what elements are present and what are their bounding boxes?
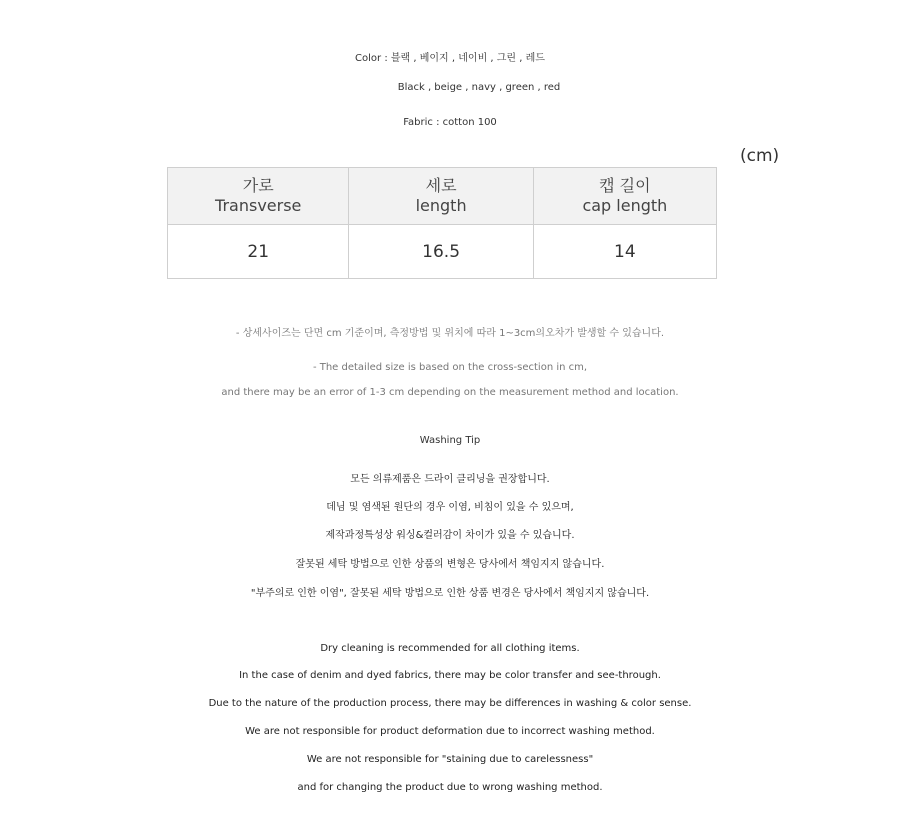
size-note-ko: - 상세사이즈는 단면 cm 기준이며, 측정방법 및 위치에 따라 1~3cm의오차가 발생할 수 있습니다. (235, 328, 665, 339)
size-table (167, 167, 717, 279)
header-transverse-ko: 가로 (242, 176, 274, 195)
table-row (168, 225, 717, 279)
header-cap-length (533, 168, 716, 225)
size-note-en-line1: - The detailed size is based on the cross-section in cm, (312, 362, 588, 373)
washing-en-line: We are not responsible for product deformation due to incorrect washing method. (245, 726, 655, 737)
washing-ko-line: 제작과정특성상 워싱&컬러감이 차이가 있을 수 있습니다. (325, 530, 575, 541)
washing-en-line: We are not responsible for "staining due to carelessness" (306, 754, 594, 765)
fabric-info: Fabric : cotton 100 (403, 117, 497, 128)
header-length-ko: 세로 (425, 176, 457, 195)
header-transverse (168, 168, 349, 225)
washing-tip-title: Washing Tip (419, 435, 481, 446)
washing-en-line: In the case of denim and dyed fabrics, there may be color transfer and see-through. (239, 670, 661, 681)
washing-ko-line: 잘못된 세탁 방법으로 인한 상품의 변형은 당사에서 책임지지 않습니다. (295, 559, 605, 570)
header-cap-length-ko: 캡 길이 (599, 176, 651, 195)
header-length (349, 168, 533, 225)
color-options-ko: Color : 블랙 , 베이지 , 네이비 , 그린 , 레드 (355, 53, 545, 64)
cell-length: 16.5 (349, 225, 533, 279)
header-length-en: length (415, 196, 467, 215)
washing-ko-line: 모든 의류제품은 드라이 클리닝을 권장합니다. (350, 474, 550, 485)
washing-en-line: Dry cleaning is recommended for all clothing items. (320, 643, 580, 654)
cell-transverse: 21 (168, 225, 349, 279)
size-table-header-row (168, 168, 717, 225)
cell-cap-length: 14 (533, 225, 716, 279)
washing-en-line: and for changing the product due to wrong washing method. (297, 782, 603, 793)
size-unit-label: (cm) (740, 146, 780, 166)
header-transverse-en: Transverse (215, 196, 302, 215)
color-options-en: Black , beige , navy , green , red (397, 82, 561, 93)
header-cap-length-en: cap length (582, 196, 668, 215)
washing-ko-line: 데님 및 염색된 원단의 경우 이염, 비침이 있을 수 있으며, (326, 502, 574, 513)
washing-en-line: Due to the nature of the production process, there may be differences in washing & color sense. (208, 698, 692, 709)
washing-ko-line: "부주의로 인한 이염", 잘못된 세탁 방법으로 인한 상품 변경은 당사에서 책임지지 않습니다. (250, 588, 650, 599)
size-note-en-line2: and there may be an error of 1-3 cm depending on the measurement method and location. (221, 387, 679, 398)
